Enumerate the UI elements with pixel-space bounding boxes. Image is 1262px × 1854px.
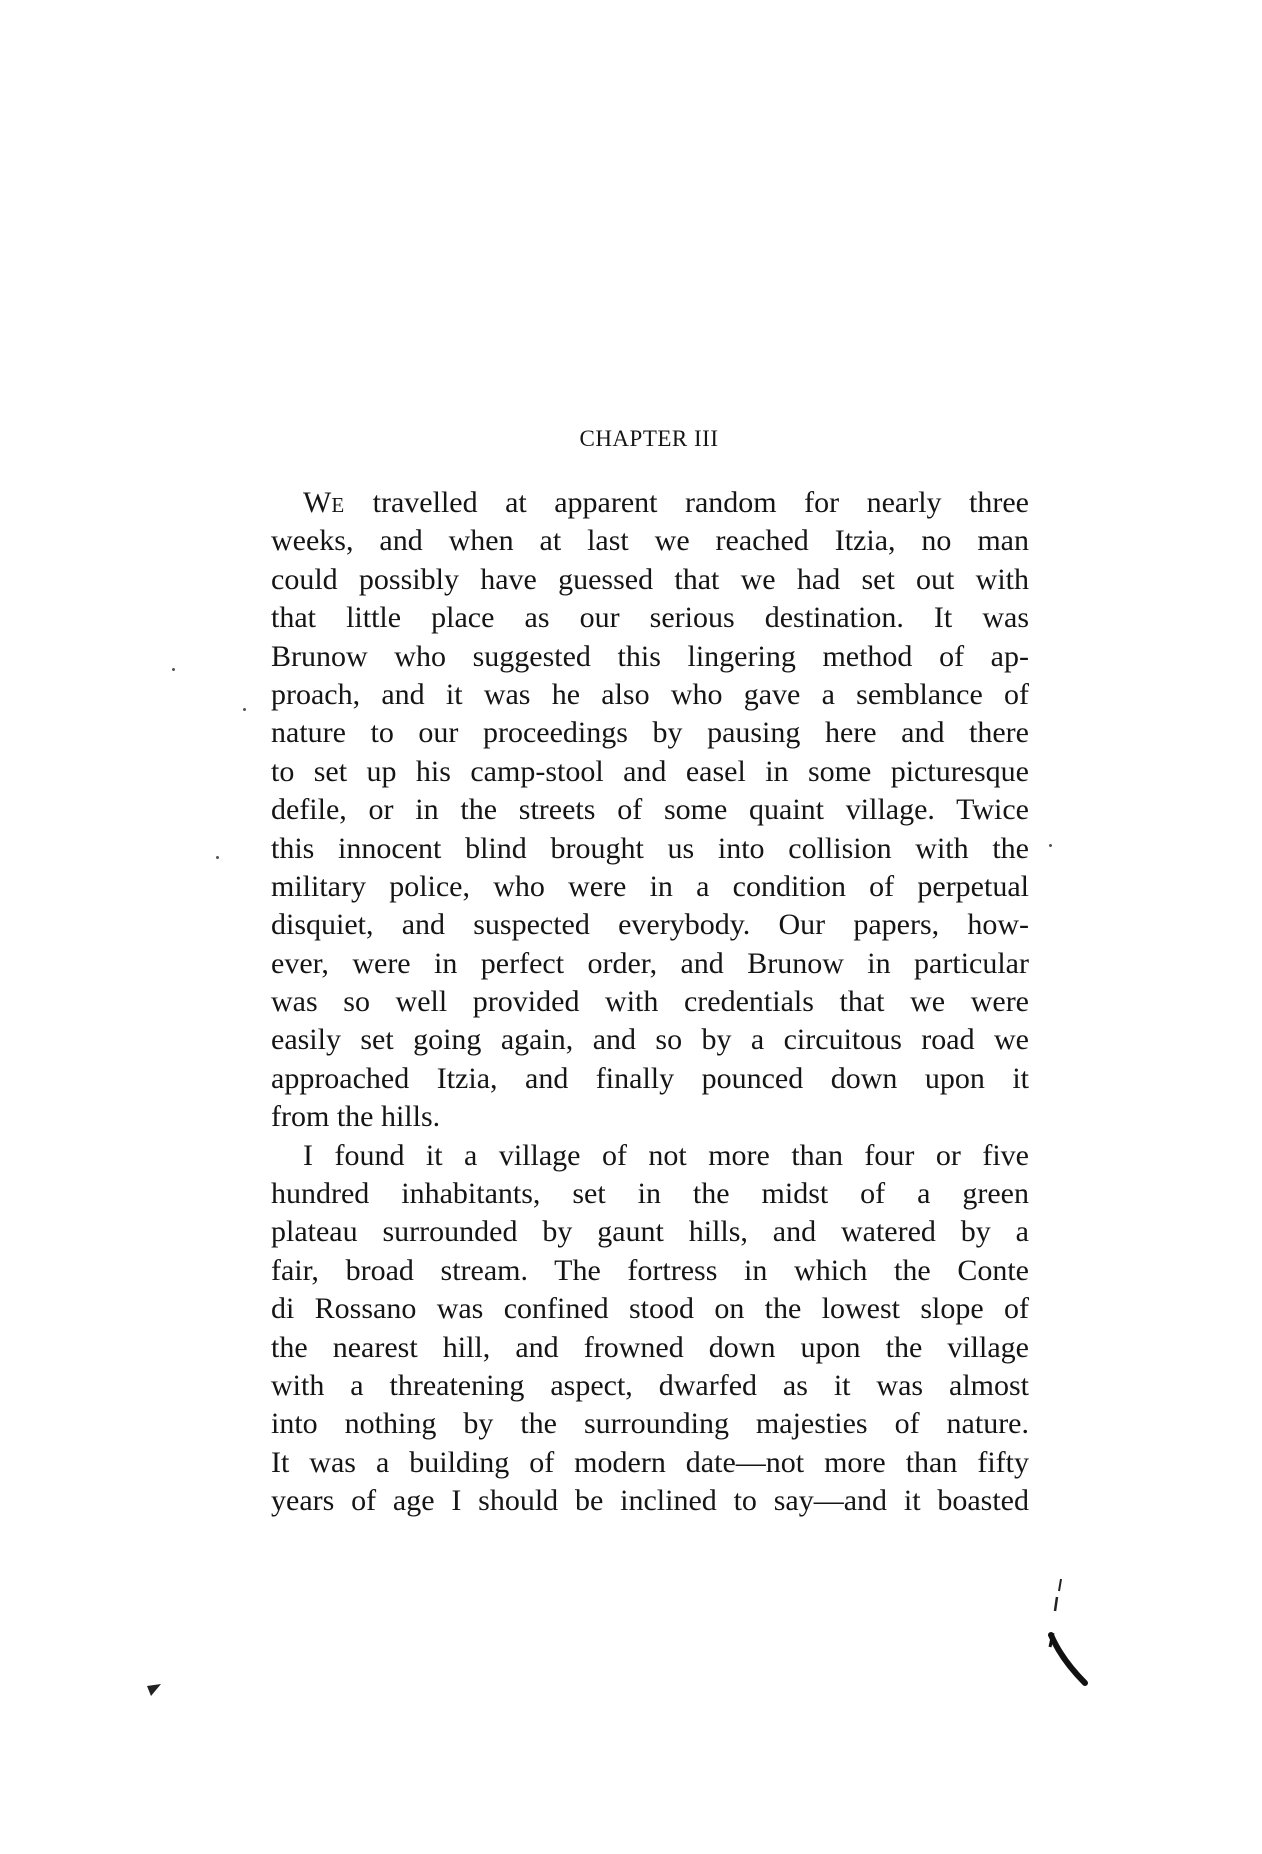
text-line: easily set going again, and so by a circuitous road we xyxy=(271,1023,1029,1057)
opening-line xyxy=(271,484,1029,522)
scan-speck xyxy=(1049,844,1052,847)
scan-speck xyxy=(216,856,219,859)
opening-word: WE xyxy=(303,486,346,519)
paragraph-2-line: fair, broad stream. The fortress in which the Conte xyxy=(271,1253,1029,1287)
chapter-title xyxy=(0,424,1262,454)
chapter-title-text: CHAPTER III xyxy=(579,426,719,451)
text-line: this innocent blind brought us into collision with the xyxy=(271,831,1029,865)
text-line: defile, or in the streets of some quaint village. Twice xyxy=(271,793,1029,827)
opening-line-rest: travelled at apparent random for nearly three xyxy=(345,486,1029,519)
ink-stroke-mark xyxy=(1043,1577,1103,1687)
text-line: ever, were in perfect order, and Brunow in particular xyxy=(271,946,1029,980)
body-text xyxy=(271,484,1029,1521)
paragraph-2-line: the nearest hill, and frowned down upon the village xyxy=(271,1330,1029,1364)
paragraph-2-line: di Rossano was confined stood on the lowest slope of xyxy=(271,1292,1029,1326)
text-line: proach, and it was he also who gave a semblance of xyxy=(271,677,1029,711)
text-line: nature to our proceedings by pausing here and there xyxy=(271,716,1029,750)
text-line: Brunow who suggested this lingering method of ap- xyxy=(271,639,1029,673)
paragraph-2-line: I found it a village of not more than four or five xyxy=(303,1138,1029,1172)
scan-speck xyxy=(243,708,246,711)
paragraph-2-line: plateau surrounded by gaunt hills, and watered by a xyxy=(271,1215,1029,1249)
text-line: that little place as our serious destination. It was xyxy=(271,601,1029,635)
text-line: military police, who were in a condition of perpetual xyxy=(271,869,1029,903)
paragraph-2-line: with a threatening aspect, dwarfed as it was almost xyxy=(271,1368,1029,1402)
text-line: disquiet, and suspected everybody. Our papers, how- xyxy=(271,908,1029,942)
scan-speck xyxy=(172,668,175,671)
paragraph-2-line: into nothing by the surrounding majesties of nature. xyxy=(271,1407,1029,1441)
ink-corner-mark xyxy=(147,1684,161,1696)
text-line: from the hills. xyxy=(271,1100,441,1134)
text-line: weeks, and when at last we reached Itzia, no man xyxy=(271,524,1029,558)
text-line: was so well provided with credentials that we were xyxy=(271,985,1029,1019)
paragraph-2-line: years of age I should be inclined to say—and it boasted xyxy=(271,1484,1029,1518)
text-line: approached Itzia, and finally pounced down upon it xyxy=(271,1061,1029,1095)
text-line: could possibly have guessed that we had set out with xyxy=(271,562,1029,596)
text-line: to set up his camp-stool and easel in some picturesque xyxy=(271,754,1029,788)
paragraph-2-line: It was a building of modern date—not more than fifty xyxy=(271,1445,1029,1479)
paragraph-2-line: hundred inhabitants, set in the midst of a green xyxy=(271,1177,1029,1211)
